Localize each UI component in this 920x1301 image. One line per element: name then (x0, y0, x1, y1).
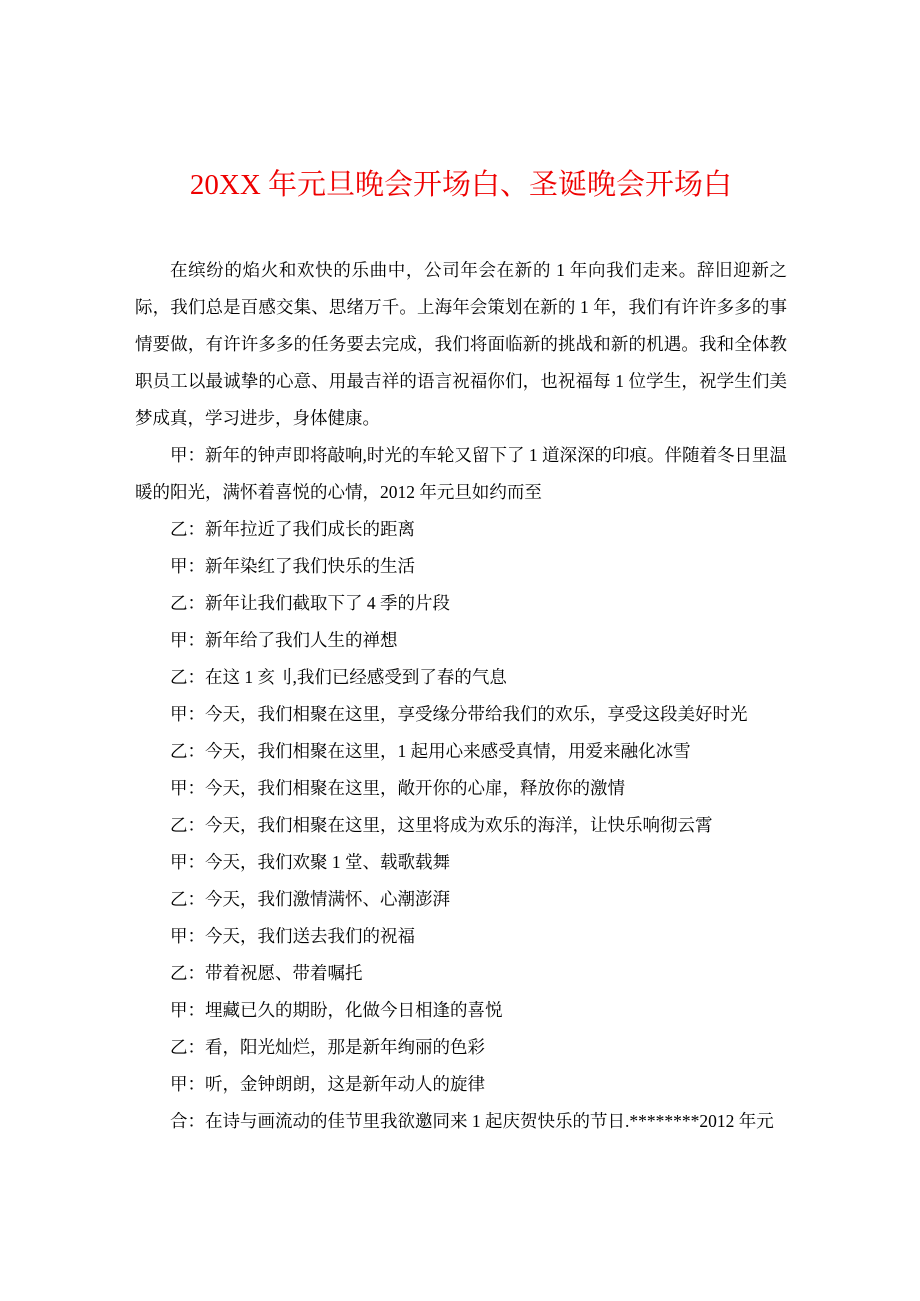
dialogue-section (135, 437, 787, 1140)
intro-paragraph: 在缤纷的焰火和欢快的乐曲中，公司年会在新的 1 年向我们走来。辞旧迎新之际，我们总是百感交集、思绪万千。上海年会策划在新的 1 年，我们有许许多多的事情要做，有许许多多的任务要去完成，我们将面临新的挑战和新的机遇。我和全体教职员工以最诚挚的心意、用最吉祥的语言祝福你们，也祝福每 1 位学生，祝学生们美梦成真，学习进步，身体健康。 (135, 260, 787, 428)
dialogue-line: 甲：今天，我们相聚在这里，享受缘分带给我们的欢乐，享受这段美好时光 (170, 704, 748, 724)
dialogue-line: 乙：今天，我们激情满怀、心潮澎湃 (170, 889, 450, 909)
dialogue-line: 乙：今天，我们相聚在这里，1 起用心来感受真情，用爱来融化冰雪 (170, 741, 691, 761)
dialogue-line: 乙：今天，我们相聚在这里，这里将成为欢乐的海洋，让快乐响彻云霄 (170, 815, 713, 835)
dialogue-line: 甲：听，金钟朗朗，这是新年动人的旋律 (170, 1074, 485, 1094)
dialogue-line: 乙：新年拉近了我们成长的距离 (170, 519, 415, 539)
dialogue-line: 乙：在这 1 亥刂,我们已经感受到了春的气息 (170, 667, 507, 687)
dialogue-line: 甲：今天，我们相聚在这里，敞开你的心扉，释放你的激情 (170, 778, 625, 798)
dialogue-line: 甲：新年给了我们人生的禅想 (170, 630, 398, 650)
dialogue-line: 甲：今天，我们送去我们的祝福 (170, 926, 415, 946)
document-title: 20XX 年元旦晚会开场白、圣诞晚会开场白 (189, 169, 733, 201)
dialogue-line: 甲：新年染红了我们快乐的生活 (170, 556, 415, 576)
dialogue-line: 甲：新年的钟声即将敲响,时光的车轮又留下了 1 道深深的印痕。伴随着冬日里温暖的阳光，满怀着喜悦的心情，2012 年元旦如约而至 (135, 445, 787, 502)
dialogue-line: 乙：新年让我们截取下了 4 季的片段 (170, 593, 450, 613)
dialogue-line: 乙：看，阳光灿烂，那是新年绚丽的色彩 (170, 1037, 485, 1057)
dialogue-line: 乙：带着祝愿、带着嘱托 (170, 963, 363, 983)
dialogue-line: 合：在诗与画流动的佳节里我欲邀同来 1 起庆贺快乐的节日.********2012 年元 (170, 1111, 774, 1131)
dialogue-line: 甲：埋藏已久的期盼，化做今日相逢的喜悦 (170, 1000, 503, 1020)
dialogue-line: 甲：今天，我们欢聚 1 堂、载歌载舞 (170, 852, 450, 872)
